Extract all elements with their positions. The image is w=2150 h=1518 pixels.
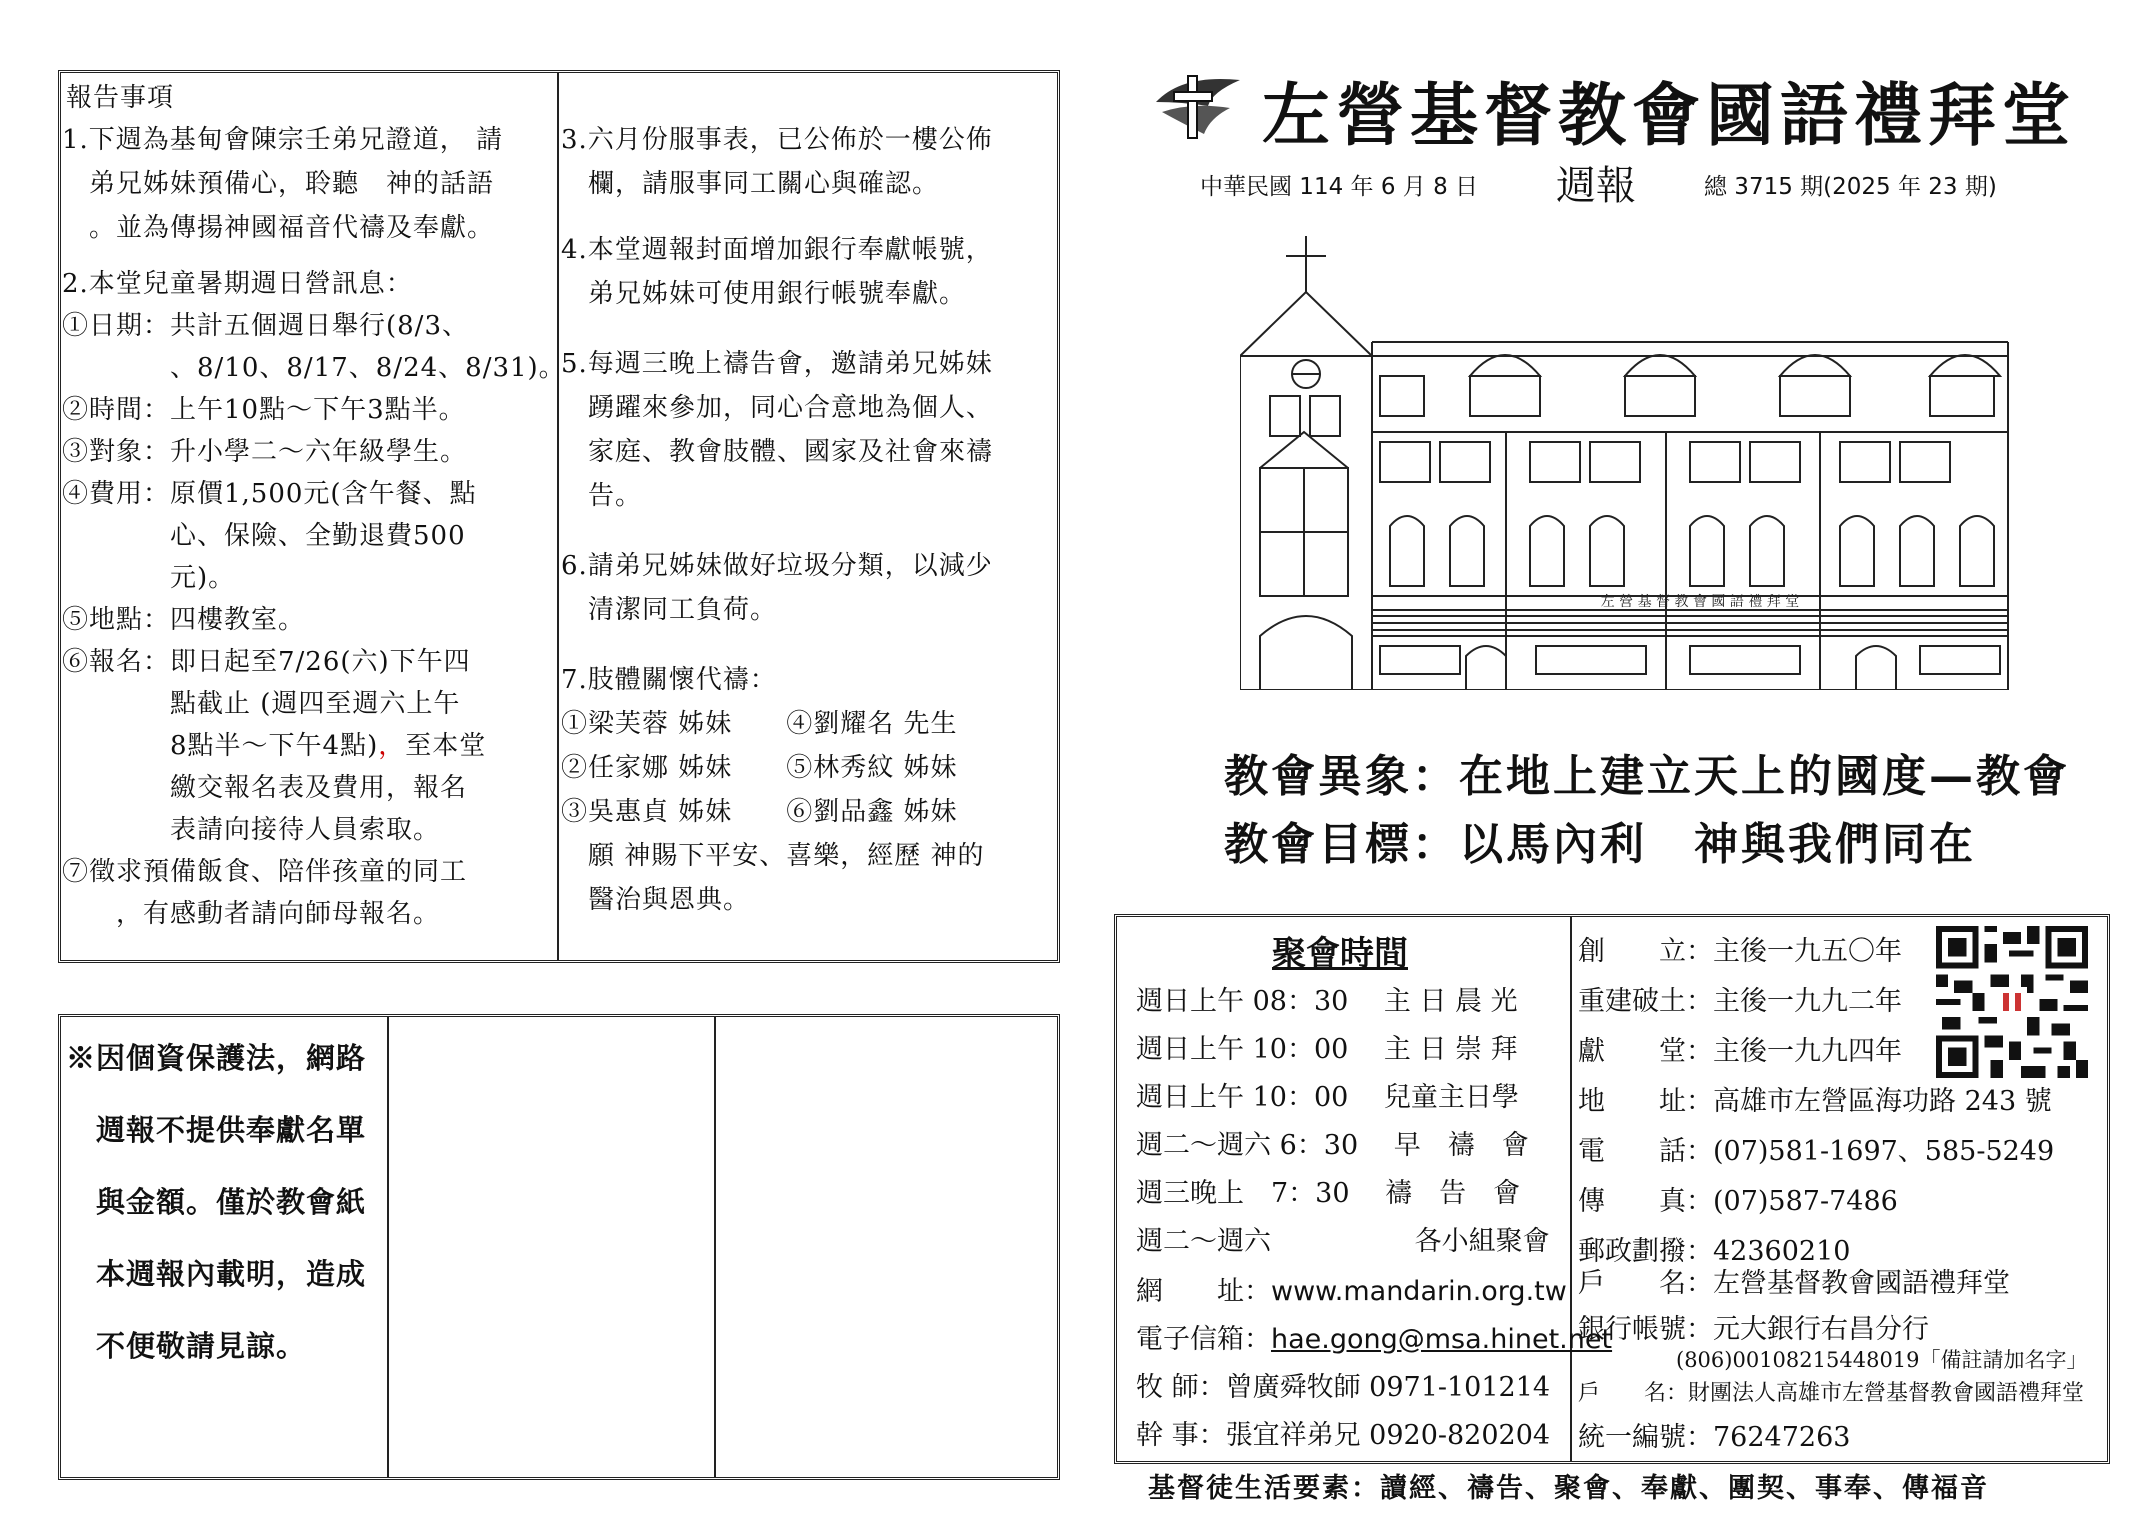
church-info-row: 戶 名：左營基督教會國語禮拜堂	[1578, 1268, 2010, 1299]
secretary-row: 幹 事：張宜祥弟兄 0920-820204	[1136, 1420, 1551, 1451]
tax-id: 統一編號：76247263	[1578, 1422, 1851, 1453]
church-building-illustration	[1240, 236, 2010, 690]
announcement-line: ②任家娜 姊妹 ⑤林秀紋 姊妹	[561, 753, 958, 783]
announcement-line: ①日期：共計五個週日舉行(8/3、	[62, 311, 469, 341]
privacy-line: 與金額。僅於教會紙	[66, 1185, 367, 1219]
announcement-line: 願 神賜下平安、喜樂，經歷 神的	[561, 841, 985, 871]
announcement-line: ③對象：升小學二～六年級學生。	[62, 437, 468, 467]
meeting-row: 週日上午 08：30 主 日 晨 光	[1136, 986, 1518, 1017]
announcement-line: 心、保險、全勤退費500	[62, 521, 466, 551]
building-sign: 左 營 基 督 教 會 國 語 禮 拜 堂	[1600, 594, 1800, 610]
email-row	[1136, 1316, 1612, 1363]
church-name: 左營基督教會國語禮拜堂	[1262, 77, 2077, 156]
pastor-row: 牧 師：曾廣舜牧師 0971-101214	[1136, 1372, 1551, 1403]
announcements-heading: 報告事項	[66, 83, 175, 113]
church-info-row: 重建破土：主後一九九二年	[1578, 986, 1902, 1017]
issue-number: 總 3715 期(2025 年 23 期)	[1704, 174, 1997, 200]
announcement-line-tail: 至本堂	[405, 731, 487, 761]
email-link[interactable]: hae.gong@msa.hinet.net	[1271, 1324, 1613, 1355]
privacy-box	[58, 1014, 1060, 1480]
church-info-row: 創 立：主後一九五〇年	[1578, 936, 1902, 967]
announcement-line: 6.請弟兄姊妹做好垃圾分類，以減少	[561, 551, 993, 581]
announcement-line: ③吳惠貞 姊妹 ⑥劉品鑫 姊妹	[561, 797, 958, 827]
announcement-line: 。並為傳揚神國福音代禱及奉獻。	[62, 213, 495, 243]
announcement-line: 7.肢體關懷代禱：	[561, 665, 777, 695]
announcement-line: 3.六月份服事表，已公佈於一樓公佈	[561, 125, 993, 155]
announcement-line: 點截止 (週四至週六上午	[62, 689, 461, 719]
church-info-row: 電 話：(07)581-1697、585-5249	[1578, 1136, 2055, 1167]
account-holder: 戶 名：財團法人高雄市左營基督教會國語禮拜堂	[1578, 1381, 2085, 1406]
church-info-row: 地 址：高雄市左營區海功路 243 號	[1578, 1086, 2052, 1117]
red-comma: ，	[378, 731, 406, 761]
bank-account: (806)00108215448019「備註請加名字」	[1676, 1348, 2088, 1372]
announcement-line: 1.下週為基甸會陳宗壬弟兄證道， 請	[62, 125, 504, 155]
meeting-row: 週二～週六 6：30 早 禱 會	[1136, 1130, 1529, 1161]
announcement-line: ⑤地點：四樓教室。	[62, 605, 306, 635]
announcement-line: ④費用：原價1,500元(含午餐、點	[62, 479, 477, 509]
church-info-row: 獻 堂：主後一九九四年	[1578, 1036, 1902, 1067]
info-divider	[1570, 916, 1572, 1462]
website-link[interactable]: www.mandarin.org.tw	[1271, 1276, 1567, 1307]
announcement-line: ，有感動者請向師母報名。	[62, 899, 441, 929]
announcement-line: 弟兄姊妹預備心，聆聽 神的話語	[62, 169, 495, 199]
announcement-line: 弟兄姊妹可使用銀行帳號奉獻。	[561, 279, 967, 309]
bulletin-date: 中華民國 114 年 6 月 8 日	[1200, 174, 1479, 200]
announcement-line: ⑥報名：即日起至7/26(六)下午四	[62, 647, 471, 677]
church-info-row: 傳 真：(07)587-7486	[1578, 1186, 1898, 1217]
announcement-line: 表請向接待人員索取。	[62, 815, 441, 845]
meeting-row: 週日上午 10：00 主 日 崇 拜	[1136, 1034, 1518, 1065]
church-logo	[1152, 72, 1244, 140]
website-label: 網 址：	[1136, 1276, 1271, 1307]
announcement-line: 4.本堂週報封面增加銀行奉獻帳號，	[561, 235, 993, 265]
church-info-row: 銀行帳號：元大銀行右昌分行	[1578, 1314, 1929, 1345]
announcement-line: 告。	[561, 481, 643, 511]
announcement-line: 清潔同工負荷。	[561, 595, 778, 625]
footer-life-essentials: 基督徒生活要素：讀經、禱告、聚會、奉獻、團契、事奉、傳福音	[1148, 1473, 1989, 1504]
announcements-divider	[557, 72, 559, 961]
announcement-line: 醫治與恩典。	[561, 885, 751, 915]
church-vision: 教會異象：在地上建立天上的國度—教會	[1224, 751, 2070, 802]
website-row	[1136, 1268, 1567, 1315]
church-goal: 教會目標：以馬內利 神與我們同在	[1224, 819, 1976, 870]
announcement-line: 家庭、教會肢體、國家及社會來禱	[561, 437, 994, 467]
announcement-line: ①梁芙蓉 姊妹 ④劉耀名 先生	[561, 709, 958, 739]
privacy-line: 不便敬請見諒。	[66, 1329, 307, 1363]
announcement-line: 2.本堂兒童暑期週日營訊息：	[62, 269, 413, 299]
bulletin-label: 週報	[1556, 163, 1636, 209]
church-info-row: 郵政劃撥：42360210	[1578, 1236, 1851, 1267]
announcement-line: 5.每週三晚上禱告會，邀請弟兄姊妹	[561, 349, 993, 379]
announcement-line: 欄，請服事同工關心與確認。	[561, 169, 940, 199]
announcement-line: 元)。	[62, 563, 236, 593]
qr-code[interactable]	[1936, 926, 2088, 1078]
announcement-line: 繳交報名表及費用，報名	[62, 773, 468, 803]
privacy-line: ※因個資保護法，網路	[66, 1041, 367, 1075]
announcement-line: 8點半～下午4點)，至本堂	[62, 731, 487, 761]
meetings-heading: 聚會時間	[1272, 934, 1408, 974]
meeting-row: 週三晚上 7：30 禱 告 會	[1136, 1178, 1521, 1209]
privacy-line: 本週報內載明，造成	[66, 1257, 367, 1291]
announcement-line: 、8/10、8/17、8/24、8/31)。	[62, 353, 566, 383]
announcement-line: ②時間：上午10點～下午3點半。	[62, 395, 466, 425]
privacy-divider-1	[387, 1016, 389, 1478]
meeting-row: 週二～週六 各小組聚會	[1136, 1226, 1550, 1257]
email-label: 電子信箱：	[1136, 1324, 1271, 1355]
meeting-row: 週日上午 10：00 兒童主日學	[1136, 1082, 1519, 1113]
privacy-divider-2	[714, 1016, 716, 1478]
privacy-line: 週報不提供奉獻名單	[66, 1113, 367, 1147]
announcement-line: ⑦徵求預備飯食、陪伴孩童的同工	[62, 857, 468, 887]
announcement-line: 踴躍來參加，同心合意地為個人、	[561, 393, 994, 423]
